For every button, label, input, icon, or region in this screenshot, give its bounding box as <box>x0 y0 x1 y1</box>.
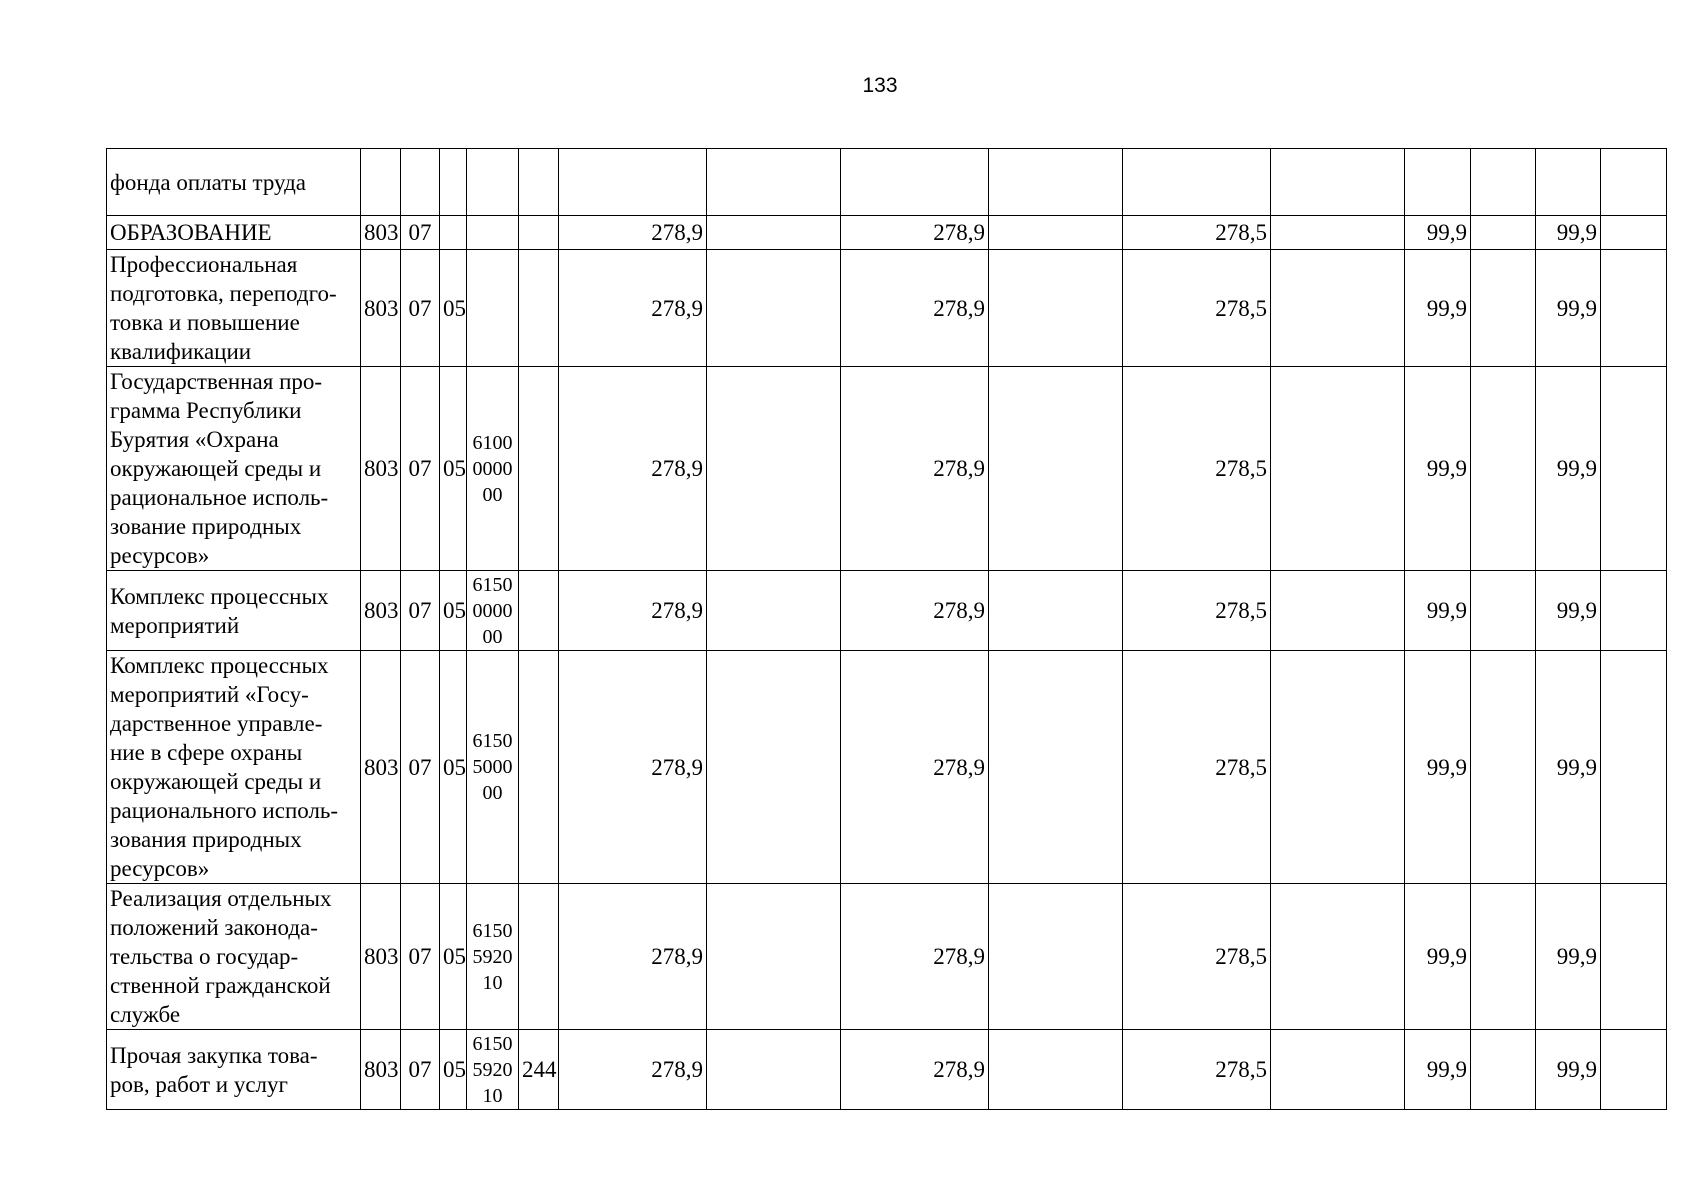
percent-2-cell <box>1536 149 1601 216</box>
pr-cell <box>440 149 467 216</box>
empty-cell <box>1471 149 1536 216</box>
target-article-line: 0000 <box>472 599 513 622</box>
pr-cell: 05 <box>440 1030 467 1110</box>
ved-cell: 803 <box>361 216 401 250</box>
value-3-cell: 278,5 <box>1123 367 1271 571</box>
table-row <box>107 367 1667 571</box>
rz-cell: 07 <box>401 651 440 884</box>
value-2-cell: 278,9 <box>841 884 989 1030</box>
empty-cell <box>1471 1030 1536 1110</box>
ved-cell: 803 <box>361 884 401 1030</box>
target-article-cell <box>467 216 519 250</box>
empty-cell <box>707 571 841 651</box>
value-1-cell: 278,9 <box>559 367 707 571</box>
empty-cell <box>1471 571 1536 651</box>
empty-cell <box>989 149 1123 216</box>
table-row <box>107 250 1667 367</box>
percent-2-cell: 99,9 <box>1536 651 1601 884</box>
pr-cell: 05 <box>440 250 467 367</box>
ved-cell: 803 <box>361 651 401 884</box>
pr-cell: 05 <box>440 884 467 1030</box>
target-article-line: 6150 <box>472 573 513 596</box>
value-3-cell <box>1123 149 1271 216</box>
target-article-line: 6150 <box>472 919 513 942</box>
value-2-cell: 278,9 <box>841 250 989 367</box>
percent-1-cell <box>1405 149 1471 216</box>
pr-cell <box>440 216 467 250</box>
ved-cell: 803 <box>361 571 401 651</box>
value-2-cell: 278,9 <box>841 216 989 250</box>
percent-1-cell: 99,9 <box>1405 651 1471 884</box>
percent-2-cell: 99,9 <box>1536 367 1601 571</box>
row-name-cell: ОБРАЗОВАНИЕ <box>107 216 361 250</box>
table-row <box>107 149 1667 216</box>
pr-cell: 05 <box>440 367 467 571</box>
empty-cell <box>989 651 1123 884</box>
target-article-line: 10 <box>482 971 503 994</box>
empty-cell <box>1271 367 1405 571</box>
rz-cell <box>401 149 440 216</box>
target-article-line: 00 <box>482 782 503 804</box>
empty-cell <box>707 651 841 884</box>
percent-1-cell: 99,9 <box>1405 1030 1471 1110</box>
target-article-line: 00 <box>482 625 503 648</box>
target-article-line: 6100 <box>472 431 513 454</box>
value-2-cell: 278,9 <box>841 1030 989 1110</box>
rz-cell: 07 <box>401 571 440 651</box>
row-name-cell: Комплекс процессных мероприятий <box>107 571 361 651</box>
percent-2-cell: 99,9 <box>1536 216 1601 250</box>
budget-table <box>106 148 1667 1110</box>
target-article-cell <box>467 884 519 1030</box>
target-article-cell <box>467 1030 519 1110</box>
vr-cell <box>519 149 559 216</box>
empty-cell <box>1271 149 1405 216</box>
percent-2-cell: 99,9 <box>1536 250 1601 367</box>
empty-cell <box>1471 651 1536 884</box>
row-name-cell: Комплекс процессных мероприятий «Госу-дарственное управле-ние в сфере охраны окружающей среды и рационального исполь-зования природных ресурсов» <box>107 651 361 884</box>
empty-cell <box>1601 367 1667 571</box>
target-article-line: 0000 <box>472 457 513 480</box>
empty-cell <box>1271 250 1405 367</box>
vr-cell <box>519 367 559 571</box>
table-row <box>107 571 1667 651</box>
empty-cell <box>1471 216 1536 250</box>
table-row <box>107 216 1667 250</box>
empty-cell <box>989 216 1123 250</box>
percent-1-cell: 99,9 <box>1405 884 1471 1030</box>
empty-cell <box>1601 149 1667 216</box>
vr-cell <box>519 571 559 651</box>
empty-cell <box>1271 651 1405 884</box>
target-article-cell <box>467 149 519 216</box>
row-name-cell: Профессиональная подготовка, переподго-товка и повышение квалификации <box>107 250 361 367</box>
target-article-line: 10 <box>482 1084 503 1107</box>
value-1-cell: 278,9 <box>559 216 707 250</box>
target-article-line: 6150 <box>472 1032 513 1055</box>
percent-1-cell: 99,9 <box>1405 367 1471 571</box>
empty-cell <box>707 250 841 367</box>
target-article-cell <box>467 250 519 367</box>
rz-cell: 07 <box>401 250 440 367</box>
row-name-cell: фонда оплаты труда <box>107 149 361 216</box>
empty-cell <box>989 884 1123 1030</box>
value-2-cell: 278,9 <box>841 367 989 571</box>
table-row <box>107 1030 1667 1110</box>
empty-cell <box>989 367 1123 571</box>
value-3-cell: 278,5 <box>1123 1030 1271 1110</box>
empty-cell <box>707 1030 841 1110</box>
rz-cell: 07 <box>401 884 440 1030</box>
empty-cell <box>1601 250 1667 367</box>
value-3-cell: 278,5 <box>1123 571 1271 651</box>
vr-cell <box>519 884 559 1030</box>
empty-cell <box>1601 884 1667 1030</box>
percent-2-cell: 99,9 <box>1536 884 1601 1030</box>
target-article-line: 5920 <box>472 1058 513 1081</box>
percent-2-cell: 99,9 <box>1536 1030 1601 1110</box>
value-1-cell: 278,9 <box>559 884 707 1030</box>
vr-cell <box>519 651 559 884</box>
empty-cell <box>989 250 1123 367</box>
percent-2-cell: 99,9 <box>1536 571 1601 651</box>
target-article-line: 6150 <box>472 730 513 752</box>
empty-cell <box>1601 1030 1667 1110</box>
pr-cell: 05 <box>440 651 467 884</box>
empty-cell <box>1271 884 1405 1030</box>
empty-cell <box>1601 216 1667 250</box>
empty-cell <box>1601 571 1667 651</box>
vr-cell <box>519 216 559 250</box>
rz-cell: 07 <box>401 1030 440 1110</box>
empty-cell <box>1471 250 1536 367</box>
value-2-cell: 278,9 <box>841 651 989 884</box>
target-article-line: 5920 <box>472 945 513 968</box>
table-row <box>107 651 1667 884</box>
value-2-cell <box>841 149 989 216</box>
ved-cell: 803 <box>361 1030 401 1110</box>
target-article-line: 5000 <box>472 756 513 778</box>
value-2-cell: 278,9 <box>841 571 989 651</box>
empty-cell <box>707 216 841 250</box>
ved-cell: 803 <box>361 367 401 571</box>
rz-cell: 07 <box>401 367 440 571</box>
empty-cell <box>707 149 841 216</box>
target-article-line: 00 <box>482 483 503 506</box>
value-1-cell: 278,9 <box>559 1030 707 1110</box>
percent-1-cell: 99,9 <box>1405 571 1471 651</box>
row-name-cell: Прочая закупка това-ров, работ и услуг <box>107 1030 361 1110</box>
vr-cell: 244 <box>519 1030 559 1110</box>
pr-cell: 05 <box>440 571 467 651</box>
value-1-cell: 278,9 <box>559 651 707 884</box>
percent-1-cell: 99,9 <box>1405 216 1471 250</box>
page-number: 133 <box>862 74 898 97</box>
row-name-cell: Государственная про-грамма Республики Бурятия «Охрана окружающей среды и рациональное исполь-зование природных ресурсов» <box>107 367 361 571</box>
value-3-cell: 278,5 <box>1123 216 1271 250</box>
target-article-cell <box>467 571 519 651</box>
value-1-cell <box>559 149 707 216</box>
table-row <box>107 884 1667 1030</box>
value-3-cell: 278,5 <box>1123 651 1271 884</box>
value-3-cell: 278,5 <box>1123 250 1271 367</box>
empty-cell <box>1471 884 1536 1030</box>
empty-cell <box>707 884 841 1030</box>
empty-cell <box>1271 216 1405 250</box>
ved-cell <box>361 149 401 216</box>
value-1-cell: 278,9 <box>559 571 707 651</box>
row-name-cell: Реализация отдельных положений законода-тельства о государ-ственной гражданской службе <box>107 884 361 1030</box>
value-3-cell: 278,5 <box>1123 884 1271 1030</box>
empty-cell <box>1471 367 1536 571</box>
target-article-cell <box>467 367 519 571</box>
empty-cell <box>989 1030 1123 1110</box>
value-1-cell: 278,9 <box>559 250 707 367</box>
empty-cell <box>1271 1030 1405 1110</box>
empty-cell <box>707 367 841 571</box>
empty-cell <box>1271 571 1405 651</box>
vr-cell <box>519 250 559 367</box>
rz-cell: 07 <box>401 216 440 250</box>
target-article-cell <box>467 651 519 884</box>
ved-cell: 803 <box>361 250 401 367</box>
empty-cell <box>989 571 1123 651</box>
empty-cell <box>1601 651 1667 884</box>
percent-1-cell: 99,9 <box>1405 250 1471 367</box>
